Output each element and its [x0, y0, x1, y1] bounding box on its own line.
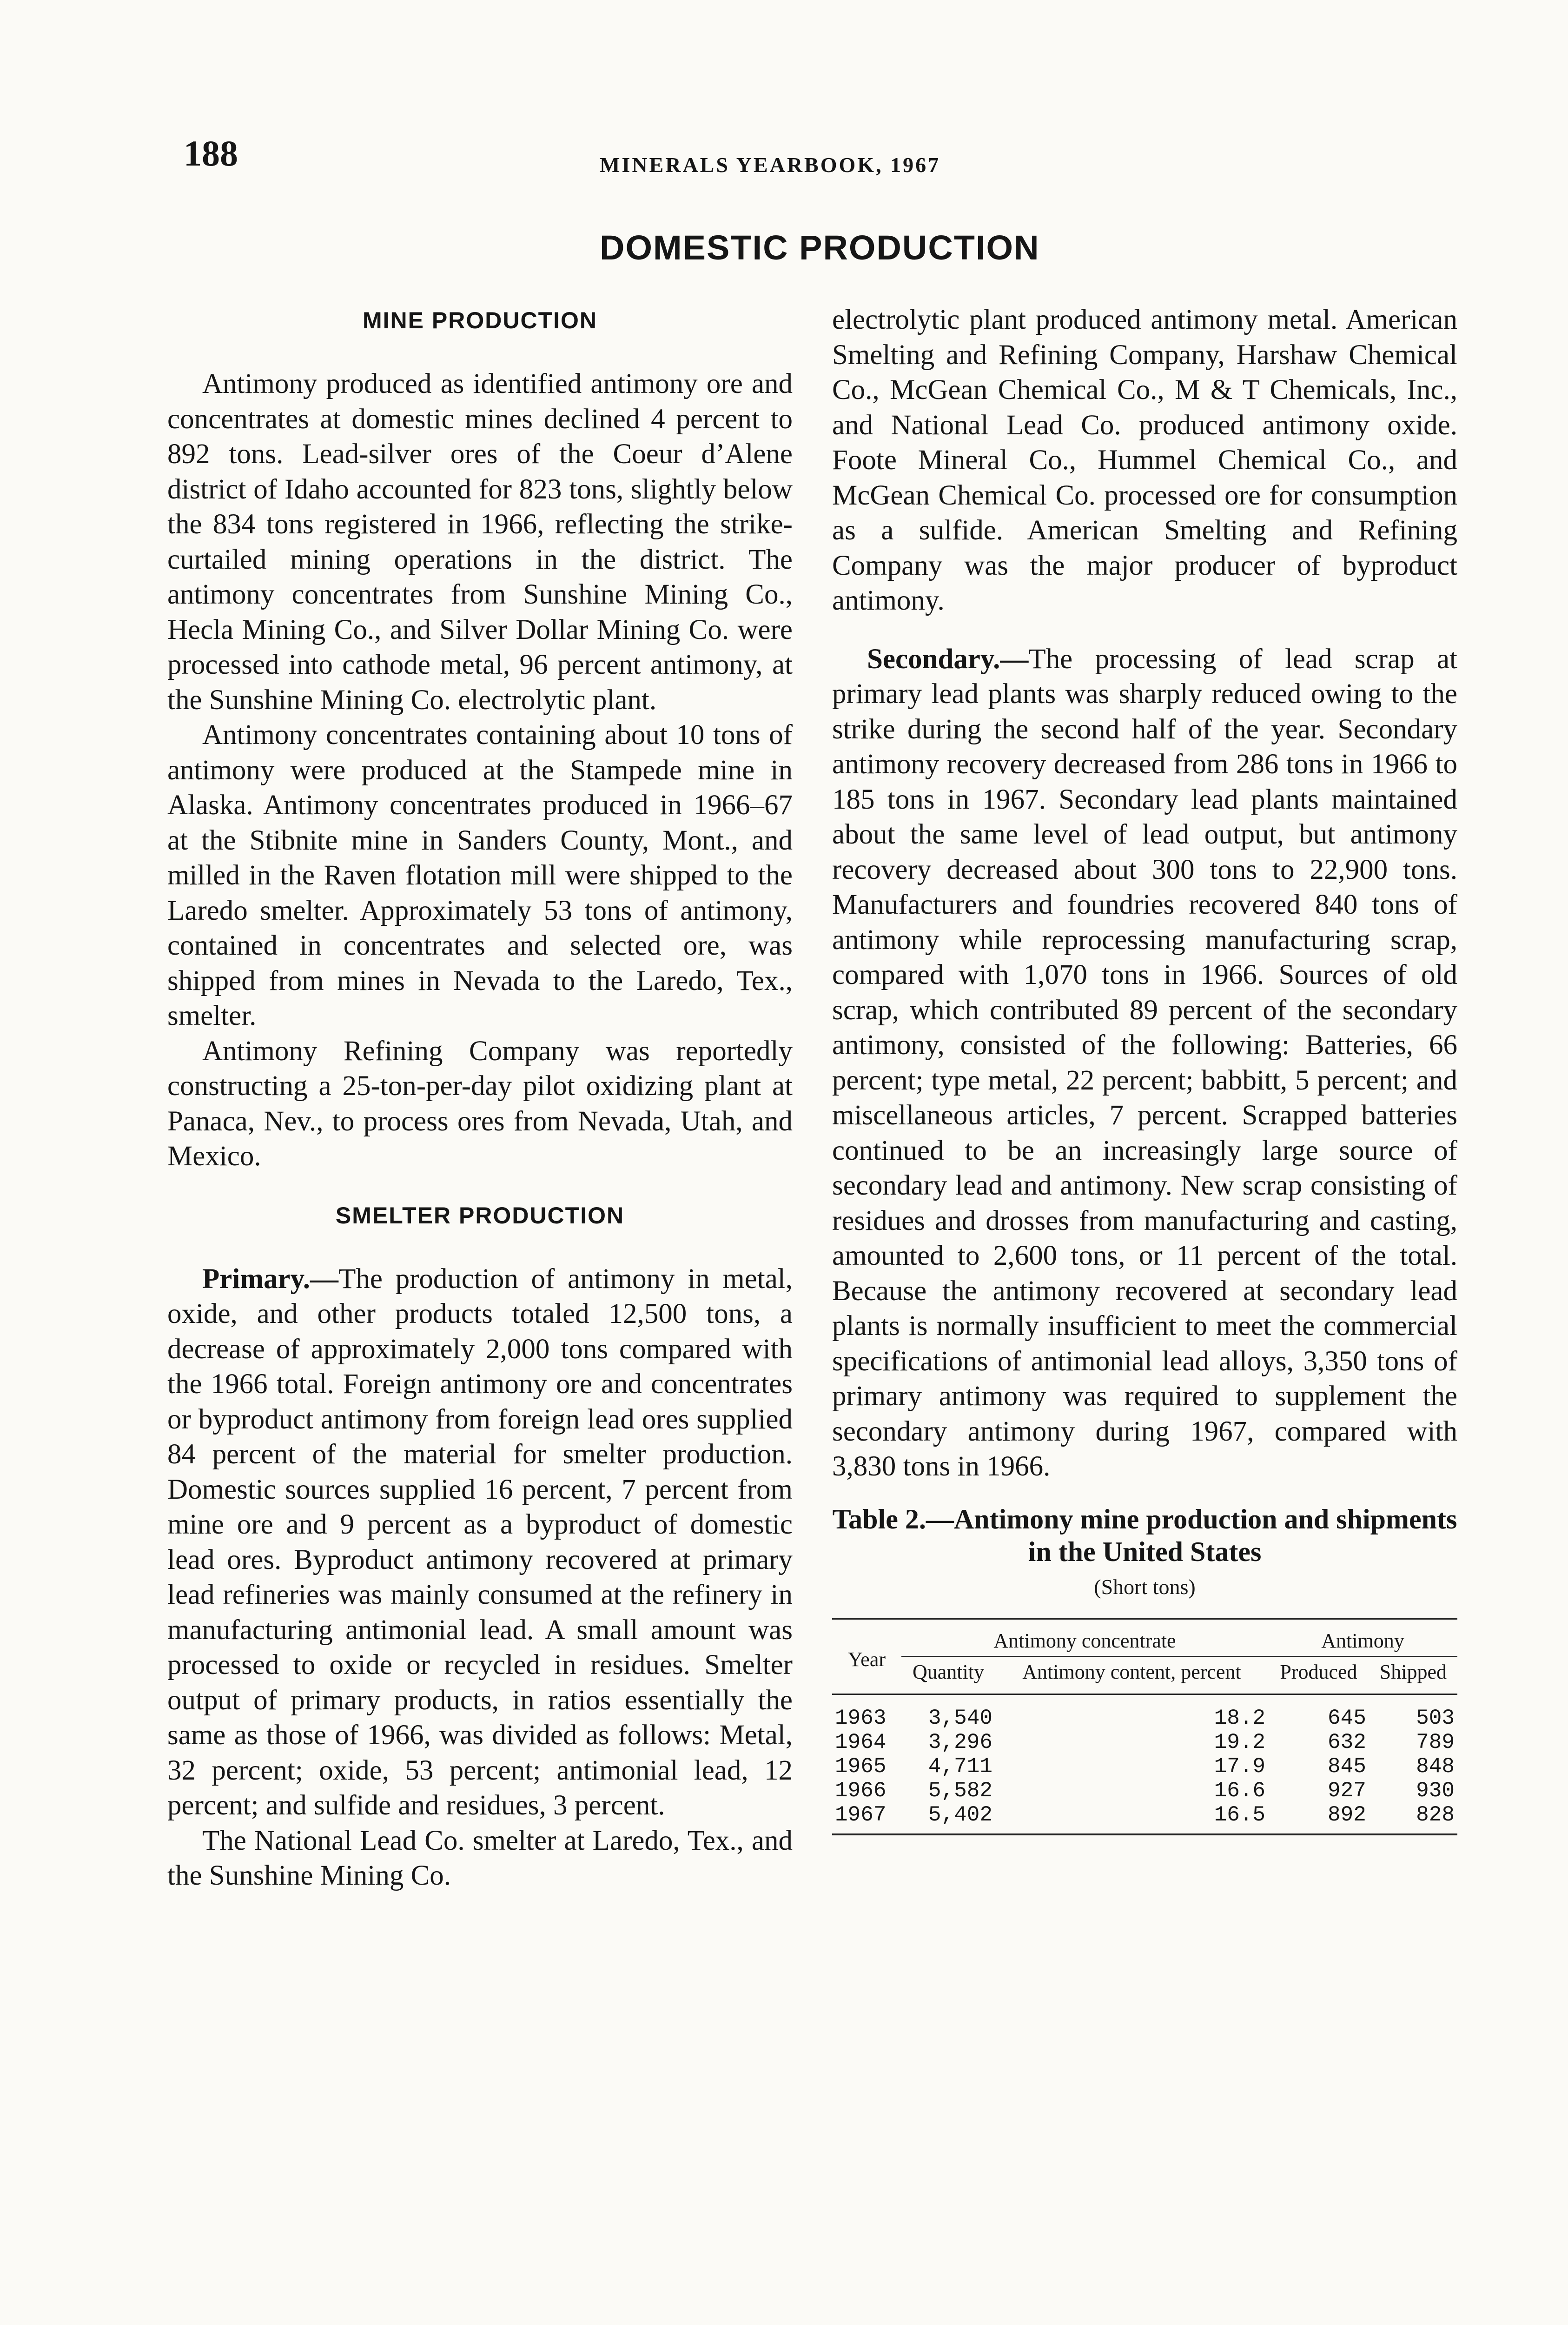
produced-header: Produced: [1268, 1656, 1369, 1694]
quantity-cell: 5,402: [901, 1803, 995, 1834]
mine-paragraph-3: Antimony Refining Company was reportedly constructing a 25-ton-per-day pilot oxidizing plant at Panaca, Nev., to process ores from Nevada, Utah, and Mexico.: [167, 1035, 793, 1172]
section-title: DOMESTIC PRODUCTION: [600, 228, 1040, 267]
content-cell: 18.2: [1214, 1706, 1266, 1730]
mine-paragraph-2: Antimony concentrates containing about 10 tons of antimony were produced at the Stampede mine in Alaska. Antimony concentrates produced in 1966–67 at the Stibnite mine in Sanders County, Mont., and milled in the Raven flotation mill were shipped to the Laredo smelter. Approximately 53 tons of antimony, contained in concentrates and selected ore, was shipped from mines in Nevada to the Laredo, Tex., smelter.: [167, 719, 793, 1031]
secondary-text: The processing of lead scrap at primary lead plants was sharply reduced owing to the strike during the second half of the year. Secondary antimony recovery decreased from 286 tons in 1966 to 185 tons in 1967. Secondary lead plants maintained about the same level of lead output, but antimony recovery decreased about 300 tons to 22,900 tons. Manufacturers and foundries recovered 840 tons of antimony while reprocessing manufacturing scrap, compared with 1,070 tons in 1966. Sources of old scrap, which contributed 89 percent of the secondary antimony, consisted of the following: Batteries, 66 percent; type metal, 22 percent; babbitt, 5 percent; and miscellaneous articles, 7 percent. Scrapped batteries continued to be an increasingly large source of secondary lead and antimony. New scrap consisting of residues and drosses from manufacturing and casting, amounted to 2,600 tons, or 11 percent of the total. Because the antimony recovered at secondary lead plants is normally insufficient to meet the commercial specifications of antimonial lead alloys, 3,350 tons of primary antimony was required to supplement the secondary antimony during 1967, compared with 3,830 tons in 1966.: [832, 643, 1457, 1482]
quantity-cell: 3,540: [928, 1706, 992, 1730]
year-cell: 1965: [835, 1754, 887, 1779]
mine-production-heading: MINE PRODUCTION: [363, 307, 597, 333]
year-cell: 1963: [835, 1706, 887, 1730]
right-column: [832, 302, 1457, 1835]
quantity-cell: 3,296: [928, 1730, 992, 1754]
shipped-cell: 848: [1416, 1754, 1455, 1779]
smelter-production-heading: SMELTER PRODUCTION: [335, 1202, 625, 1229]
antimony-group-header: Antimony: [1268, 1619, 1457, 1657]
national-lead-paragraph: The National Lead Co. smelter at Laredo, Tex., and the Sunshine Mining Co.: [167, 1825, 793, 1891]
table-row: [832, 1779, 1457, 1803]
content-cell: 17.9: [1214, 1754, 1266, 1779]
produced-cell: 892: [1268, 1803, 1369, 1834]
year-header: Year: [832, 1619, 901, 1694]
table-units: (Short tons): [1094, 1574, 1196, 1599]
table-row: [832, 1754, 1457, 1779]
shipped-cell: 503: [1416, 1706, 1455, 1730]
secondary-paragraph: [832, 642, 1457, 1484]
table-row: [832, 1730, 1457, 1754]
primary-paragraph: [167, 1262, 793, 1823]
content-cell: 19.2: [1214, 1730, 1266, 1754]
continued-paragraph: electrolytic plant produced antimony metal. American Smelting and Refining Company, Harshaw Chemical Co., McGean Chemical Co., M & T Chemicals, Inc., and National Lead Co. produced antimony oxide. Foote Mineral Co., Hummel Chemical Co., and McGean Chemical Co. processed ore for consumption as a sulfide. American Smelting and Refining Company was the major producer of byproduct antimony.: [832, 304, 1457, 616]
running-title: MINERALS YEARBOOK, 1967: [600, 153, 941, 177]
shipped-cell: 930: [1416, 1778, 1455, 1803]
table-row: [832, 1803, 1457, 1834]
left-column: [167, 302, 793, 1893]
concentrate-group-header: Antimony concentrate: [901, 1619, 1268, 1657]
page-number: 188: [184, 133, 238, 173]
produced-cell: 632: [1328, 1730, 1366, 1754]
shipped-header: Shipped: [1369, 1656, 1457, 1694]
table-caption: Table 2.—Antimony mine production and shipments in the United States: [832, 1503, 1457, 1567]
produced-cell: 845: [1328, 1754, 1366, 1779]
content-cell: 16.5: [995, 1803, 1268, 1834]
quantity-cell: 4,711: [928, 1754, 992, 1779]
table-row: [832, 1694, 1457, 1730]
produced-cell: 927: [1328, 1778, 1366, 1803]
quantity-header: Quantity: [901, 1656, 995, 1694]
year-cell: 1964: [835, 1730, 887, 1754]
year-cell: 1966: [835, 1778, 887, 1803]
primary-text: The production of antimony in metal, oxide, and other products totaled 12,500 tons, a decrease of approximately 2,000 tons compared with the 1966 total. Foreign antimony ore and concentrates or byproduct antimony from foreign lead ores supplied 84 percent of the material for smelter production. Domestic sources supplied 16 percent, 7 percent from mine ore and 9 percent as a byproduct of domestic lead ores. Byproduct antimony recovered at primary lead refineries was mainly consumed at the refinery in manufacturing antimonial lead. A small amount was processed to oxide or recycled in residues. Smelter output of primary products, in ratios essentially the same as those of 1966, was divided as follows: Metal, 32 percent; oxide, 53 percent; antimonial lead, 12 percent; and sulfide and residues, 3 percent.: [167, 1263, 793, 1821]
secondary-run-head: Secondary.—: [867, 643, 1029, 675]
year-cell: 1967: [832, 1803, 901, 1834]
produced-cell: 645: [1328, 1706, 1366, 1730]
mine-paragraph-1: Antimony produced as identified antimony ore and concentrates at domestic mines declined 4 percent to 892 tons. Lead-silver ores of the Coeur d’Alene district of Idaho accounted for 823 tons, slightly below the 834 tons registered in 1966, reflecting the strike-curtailed mining operations in the district. The antimony concentrates from Sunshine Mining Co., Hecla Mining Co., and Silver Dollar Mining Co. were processed into cathode metal, 96 percent antimony, at the Sunshine Mining Co. electrolytic plant.: [167, 368, 793, 716]
shipped-cell: 828: [1369, 1803, 1457, 1834]
mine-production-table: [832, 1618, 1457, 1835]
content-header: Antimony content, percent: [995, 1656, 1268, 1694]
shipped-cell: 789: [1416, 1730, 1455, 1754]
primary-run-head: Primary.—: [202, 1263, 339, 1295]
quantity-cell: 5,582: [928, 1778, 992, 1803]
content-cell: 16.6: [1214, 1778, 1266, 1803]
